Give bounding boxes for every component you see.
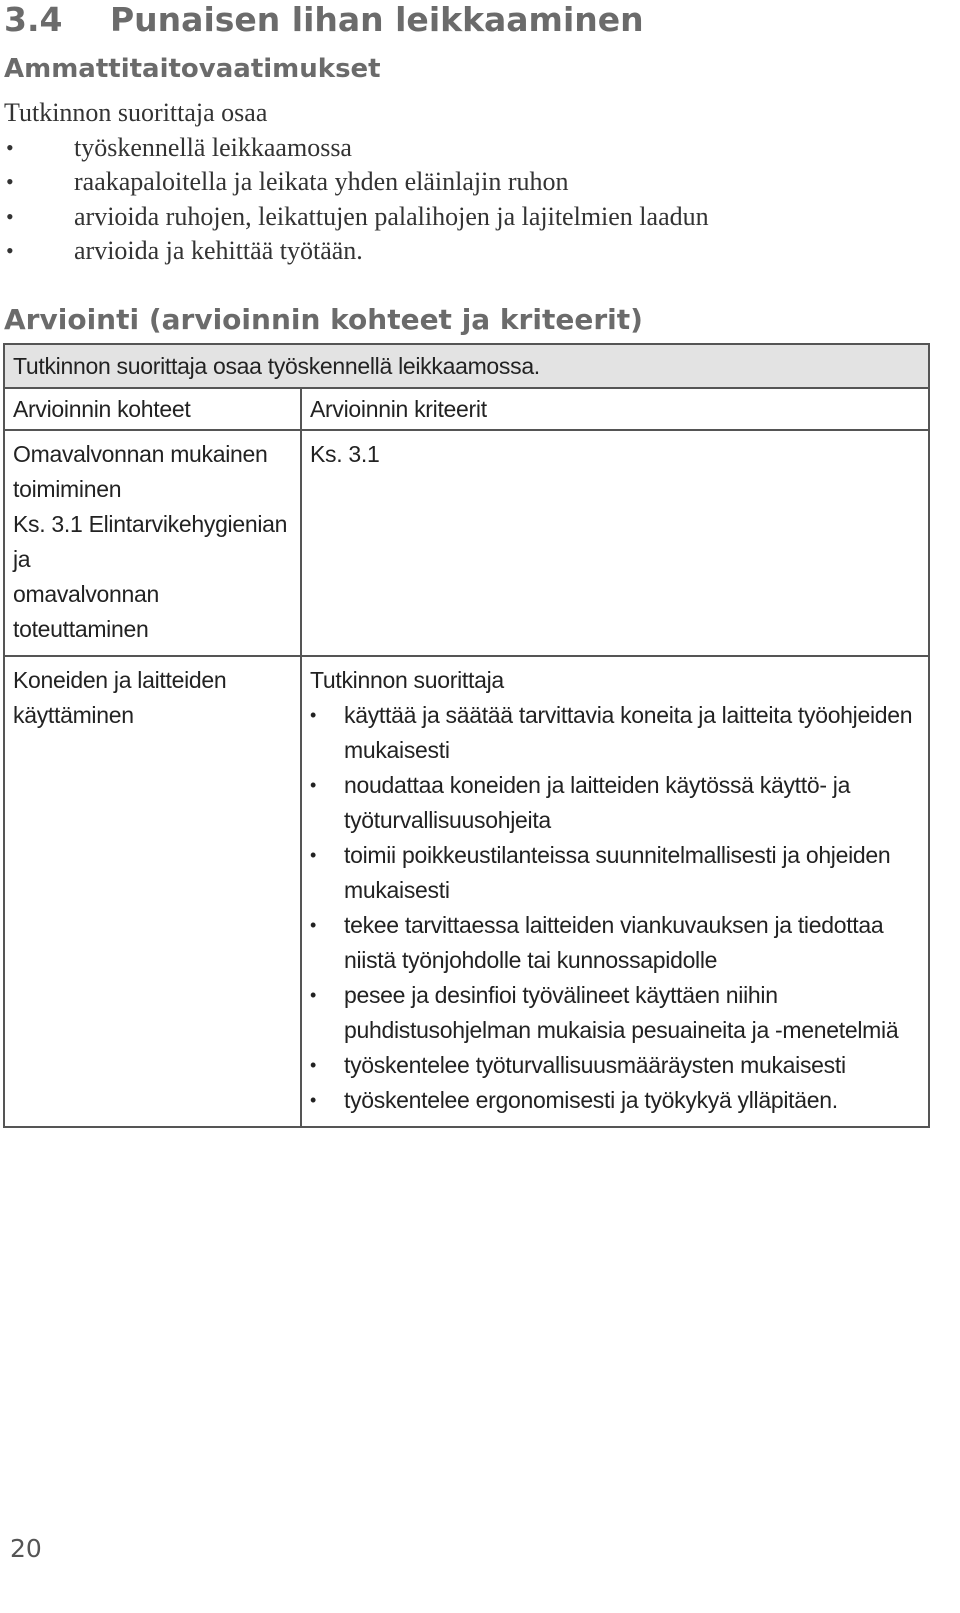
bullet-icon: • (6, 238, 14, 263)
table-row (5, 431, 928, 657)
column-header-targets: Arvioinnin kohteet (5, 389, 302, 429)
criteria-list (310, 698, 920, 1118)
criteria-intro: Tutkinnon suorittaja (310, 667, 504, 693)
criteria-intro: Ks. 3.1 (310, 441, 380, 467)
requirements-intro: Tutkinnon suorittaja osaa (4, 98, 268, 127)
requirements-item (4, 234, 709, 269)
requirements-block (4, 96, 709, 269)
criteria-cell (302, 657, 928, 1126)
requirements-item-text: raakapaloitella ja leikata yhden eläinlajin ruhon (74, 167, 569, 196)
criteria-item-text: tekee tarvittaessa laitteiden viankuvauksen ja tiedottaa niistä työnjohdolle tai kunnossapidolle (344, 912, 884, 973)
requirements-item-text: arvioida ja kehittää työtään. (74, 236, 363, 265)
table-banner: Tutkinnon suorittaja osaa työskennellä leikkaamossa. (5, 345, 928, 389)
criteria-item-text: työskentelee työturvallisuusmääräysten mukaisesti (344, 1052, 846, 1078)
criteria-item-text: noudattaa koneiden ja laitteiden käytössä käyttö- ja työturvallisuusohjeita (344, 772, 851, 833)
table-row (5, 657, 928, 1126)
criteria-item (310, 838, 920, 908)
target-cell (5, 657, 302, 1126)
target-line: käyttäminen (13, 702, 134, 728)
criteria-item-text: käyttää ja säätää tarvittavia koneita ja laitteita työohjeiden mukaisesti (344, 702, 913, 763)
target-line: Ks. 3.1 Elintarvikehygienian ja (13, 511, 288, 572)
target-line: Omavalvonnan mukainen (13, 441, 268, 467)
evaluation-heading: Arviointi (arvioinnin kohteet ja kriteerit) (4, 303, 643, 336)
bullet-icon: • (310, 705, 317, 725)
criteria-item-text: työskentelee ergonomisesti ja työkykyä ylläpitäen. (344, 1087, 838, 1113)
criteria-cell (302, 431, 928, 655)
requirements-heading: Ammattitaitovaatimukset (4, 54, 381, 84)
criteria-item-text: pesee ja desinfioi työvälineet käyttäen niihin puhdistusohjelman mukaisia pesuaineita ja -menetelmiä (344, 982, 899, 1043)
criteria-item (310, 978, 920, 1048)
criteria-item (310, 1048, 920, 1083)
criteria-item (310, 1083, 920, 1118)
bullet-icon: • (310, 1090, 317, 1110)
target-line: Koneiden ja laitteiden (13, 667, 227, 693)
requirements-item-text: arvioida ruhojen, leikattujen palalihojen ja lajitelmien laadun (74, 201, 709, 231)
bullet-icon: • (310, 775, 317, 795)
requirements-item-text: työskennellä leikkaamossa (74, 132, 352, 162)
target-cell (5, 431, 302, 655)
criteria-item (310, 908, 920, 978)
evaluation-table (3, 343, 930, 1128)
bullet-icon: • (6, 203, 14, 229)
requirements-item (4, 131, 709, 166)
criteria-item-text: toimii poikkeustilanteissa suunnitelmallisesti ja ohjeiden mukaisesti (344, 842, 891, 903)
requirements-list (4, 131, 709, 269)
requirements-item (4, 165, 709, 200)
section-number: 3.4 (4, 0, 63, 39)
page-number: 20 (10, 1534, 42, 1563)
bullet-icon: • (310, 915, 317, 935)
criteria-item (310, 698, 920, 768)
bullet-icon: • (310, 1055, 317, 1075)
bullet-icon: • (6, 169, 14, 194)
section-heading (4, 0, 644, 40)
criteria-item (310, 768, 920, 838)
bullet-icon: • (6, 134, 14, 160)
table-header-row (5, 389, 928, 431)
target-line: toimiminen (13, 476, 122, 502)
section-title: Punaisen lihan leikkaaminen (110, 0, 644, 39)
target-line: omavalvonnan toteuttaminen (13, 581, 160, 642)
requirements-item (4, 200, 709, 235)
column-header-criteria: Arvioinnin kriteerit (310, 396, 487, 422)
bullet-icon: • (310, 985, 317, 1005)
bullet-icon: • (310, 845, 317, 865)
